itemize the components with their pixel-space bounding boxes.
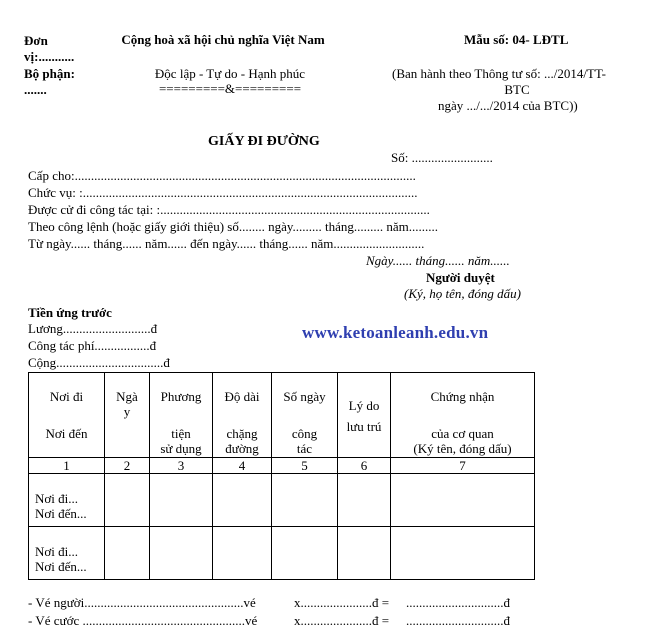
row-2-place: Nơi đi... Nơi đến... — [29, 527, 105, 580]
document-title: GIẤY ĐI ĐƯỜNG — [208, 134, 320, 149]
issued-line-2: BTC — [504, 82, 530, 97]
travel-table — [28, 372, 535, 580]
department-dots: ....... — [24, 82, 47, 97]
ticket-passenger-total: ..............................đ — [406, 595, 510, 610]
row-1-cell — [338, 474, 391, 527]
header-days: Số ngày công tác — [272, 373, 338, 458]
col-number-7: 7 — [391, 458, 535, 474]
field-date-range: Từ ngày...... tháng...... năm...... đến ngày...... tháng...... năm............................ — [28, 236, 425, 251]
row-2-cell — [150, 527, 213, 580]
form-number: Mẫu số: 04- LĐTL — [464, 32, 569, 47]
row-1-cell — [272, 474, 338, 527]
row-1-place: Nơi đi... Nơi đến... — [29, 474, 105, 527]
table-header-row — [29, 373, 535, 458]
motto: Độc lập - Tự do - Hạnh phúc — [154, 66, 306, 81]
col-number-6: 6 — [338, 458, 391, 474]
signing-date: Ngày...... tháng...... năm...... — [366, 253, 510, 268]
advance-allowance: Công tác phí.................đ — [28, 338, 157, 353]
ticket-passenger-label: - Vé người.................................................vé — [28, 595, 256, 610]
advance-salary: Lương...........................đ — [28, 321, 158, 336]
department-label: Bộ phận: — [24, 66, 75, 81]
header-certification: Chứng nhận của cơ quan (Ký tên, đóng dấu) — [391, 373, 535, 458]
advance-total: Cộng.................................đ — [28, 355, 170, 370]
ticket-freight-label: - Vé cước ..................................................vé — [28, 613, 258, 628]
issued-line-1: (Ban hành theo Thông tư số: .../2014/TT- — [392, 66, 606, 81]
motto-rule: =========&========= — [158, 81, 302, 96]
header-date: Ngà y — [105, 373, 150, 458]
row-2-cell — [213, 527, 272, 580]
row-1-cell — [213, 474, 272, 527]
table-row — [29, 474, 535, 527]
approver-title: Người duyệt — [426, 270, 495, 285]
approver-note: (Ký, họ tên, đóng dấu) — [404, 286, 521, 301]
field-assigned-to: Được cử đi công tác tại: :................................................................................... — [28, 202, 430, 217]
row-1-cell — [150, 474, 213, 527]
field-position: Chức vụ: :....................................................................................................... — [28, 185, 418, 200]
header-transport: Phương tiện sử dụng — [150, 373, 213, 458]
ticket-freight-total: ..............................đ — [406, 613, 510, 628]
ticket-passenger-price: x......................đ = — [294, 595, 390, 610]
col-number-2: 2 — [105, 458, 150, 474]
col-number-1: 1 — [29, 458, 105, 474]
header-reason: Lý do lưu trú — [338, 373, 391, 458]
row-2-cell — [391, 527, 535, 580]
header-distance: Độ dài chặng đường — [213, 373, 272, 458]
advance-title: Tiền ứng trước — [28, 305, 112, 320]
col-number-5: 5 — [272, 458, 338, 474]
issued-line-3: ngày .../.../2014 của BTC)) — [438, 98, 578, 113]
field-issued-to: Cấp cho:......................................................................................................... — [28, 168, 416, 183]
header-place: Nơi đi Nơi đến — [29, 373, 105, 458]
row-2-cell — [338, 527, 391, 580]
document-number: Số: ......................... — [391, 150, 493, 165]
unit-dots: vị:........... — [24, 49, 75, 64]
row-1-cell — [391, 474, 535, 527]
row-2-cell — [272, 527, 338, 580]
table-row — [29, 527, 535, 580]
col-number-3: 3 — [150, 458, 213, 474]
row-2-cell — [105, 527, 150, 580]
field-order-number: Theo công lệnh (hoặc giấy giới thiệu) số........ ngày......... tháng......... năm......... — [28, 219, 439, 234]
website-watermark: www.ketoanleanh.edu.vn — [302, 323, 489, 342]
unit-label: Đơn — [24, 33, 48, 48]
ticket-freight-price: x......................đ = — [294, 613, 390, 628]
row-1-cell — [105, 474, 150, 527]
country-name: Cộng hoà xã hội chủ nghĩa Việt Nam — [121, 32, 325, 47]
col-number-4: 4 — [213, 458, 272, 474]
table-number-row — [29, 458, 535, 474]
